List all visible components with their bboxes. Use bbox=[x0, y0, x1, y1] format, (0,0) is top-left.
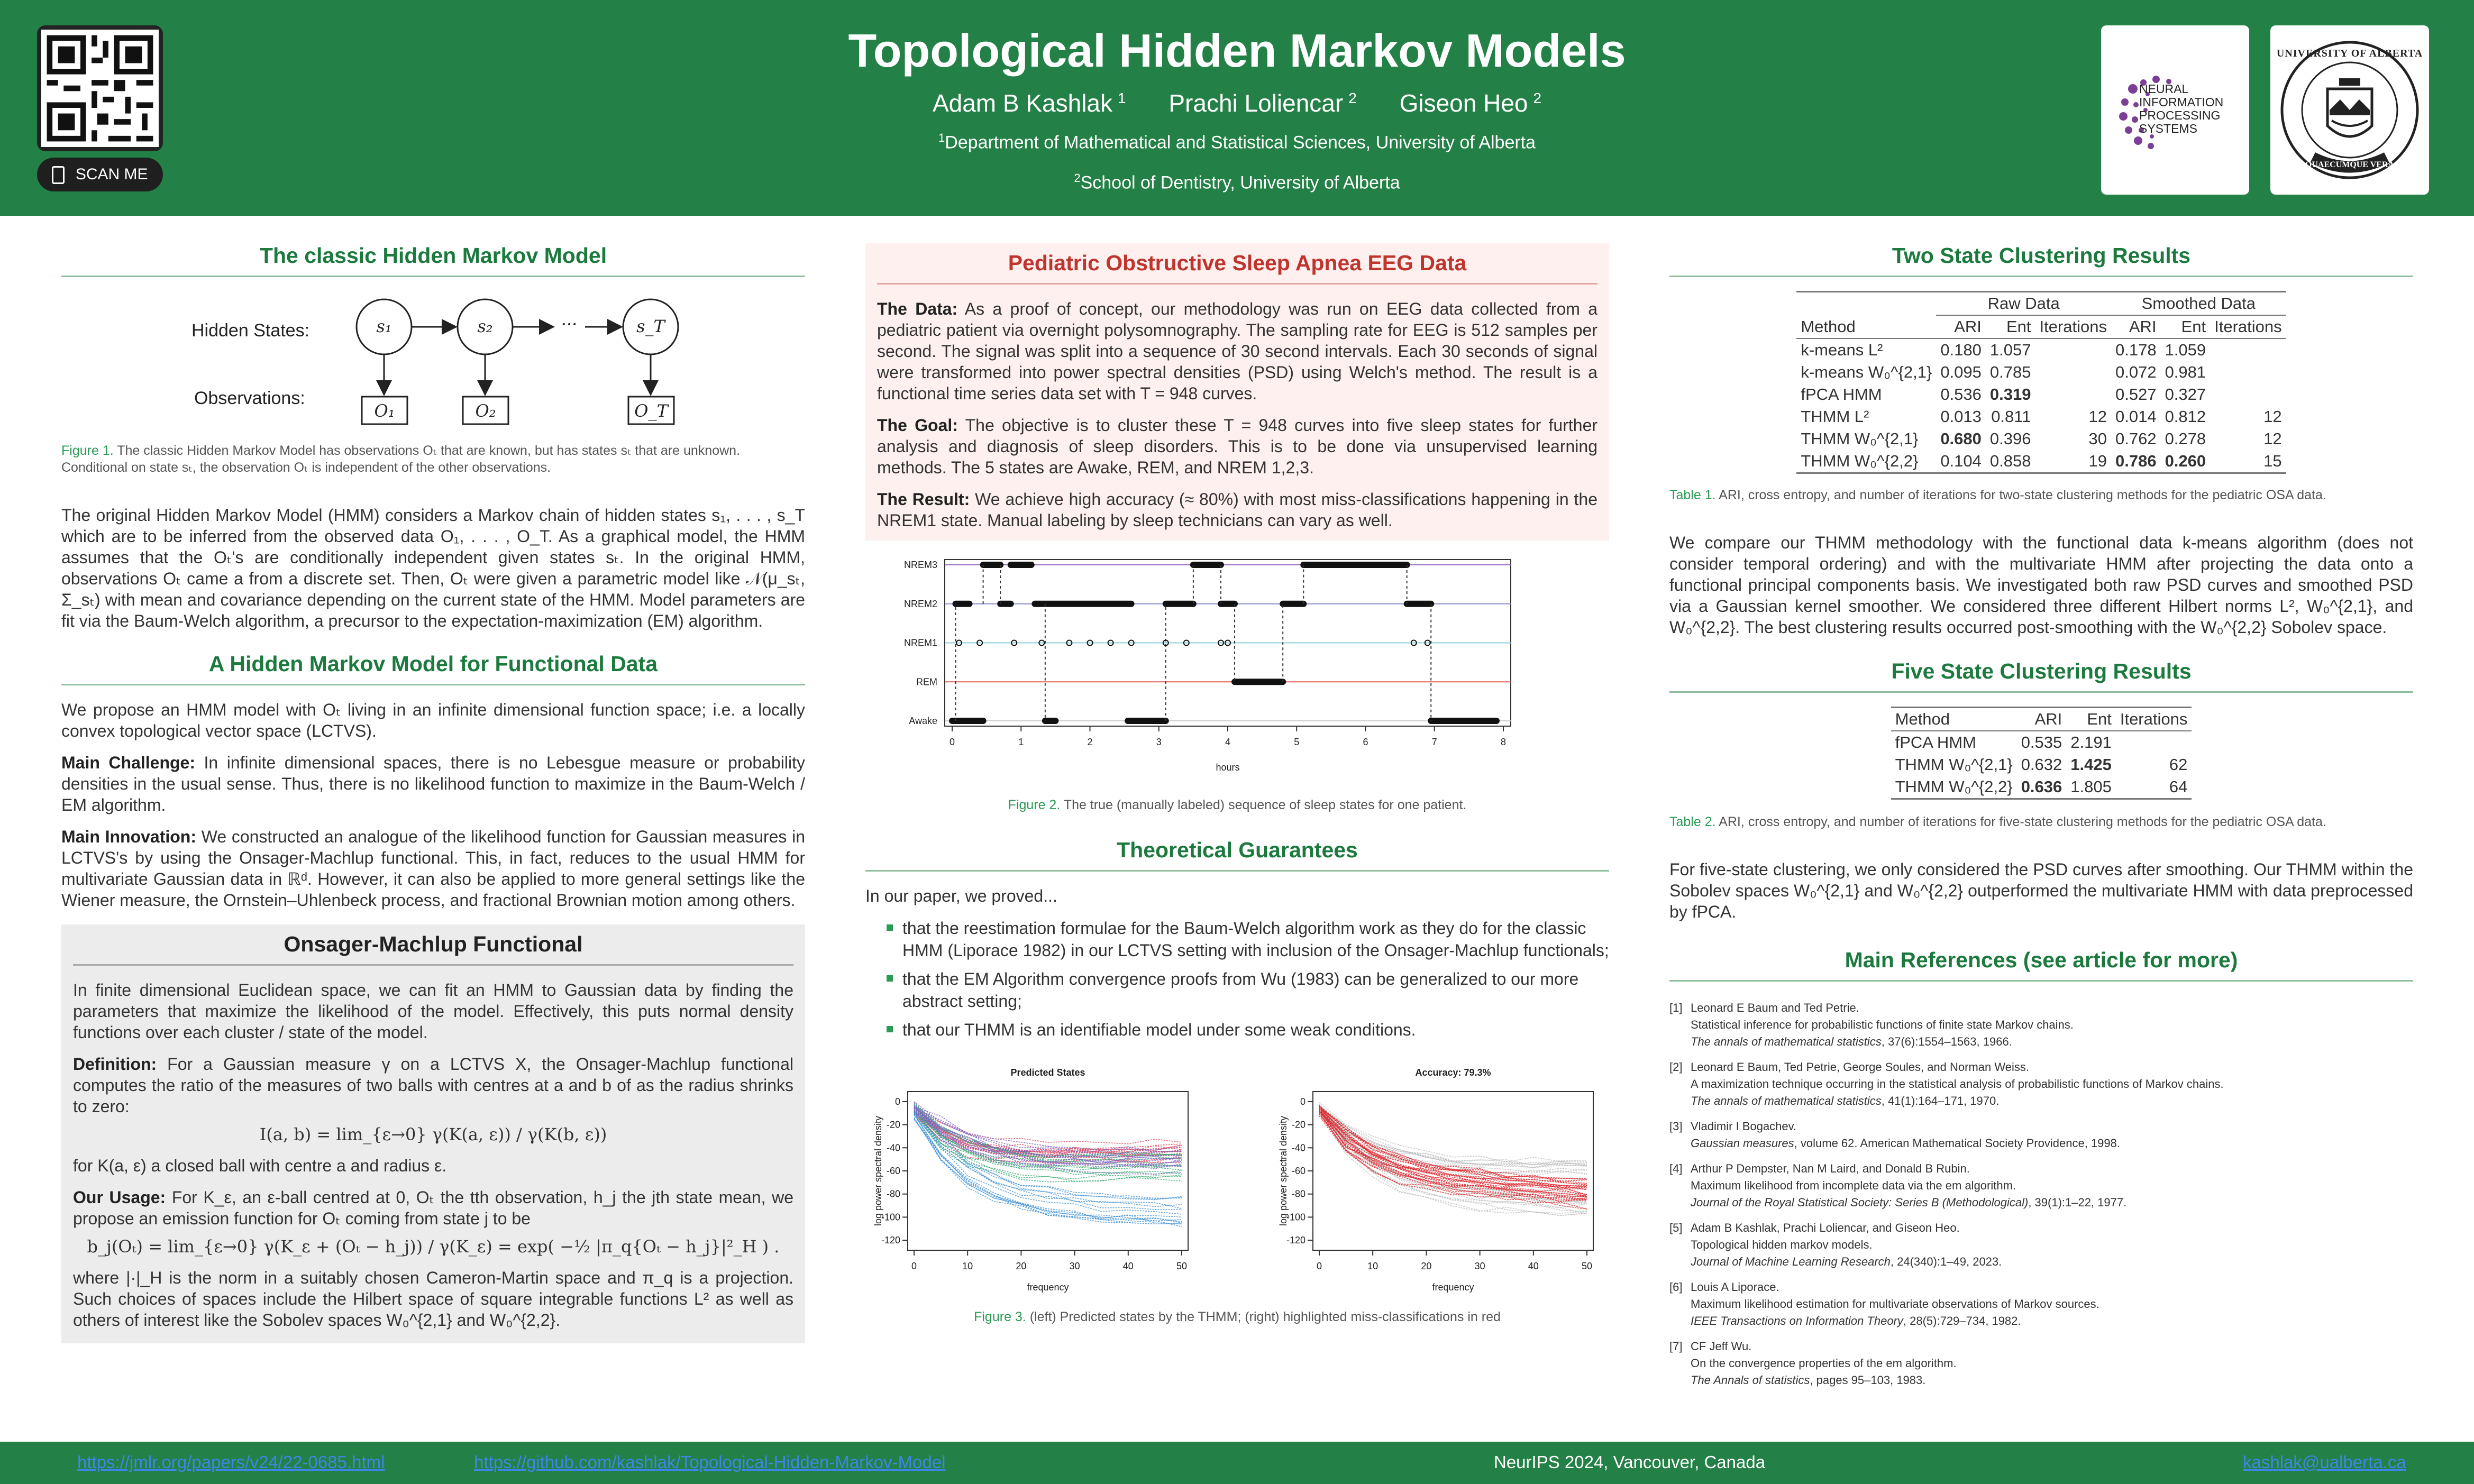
affiliation-1: $^1$Department of Mathematical and Statistical Sciences, University of Alberta bbox=[938, 131, 1536, 153]
ualberta-seal-text: UNIVERSITY OF ALBERTA bbox=[2276, 48, 2423, 59]
main-innovation: Main Innovation: We constructed an analogue of the likelihood function for Gaussian measures in LCTVS's by using the Onsager-Machlup functional. This, in fact, reduces to the usual HMM for multivariate Gaussian data in ℝᵈ. However, it can also be applied to more general settings like the Wiener measure, the Ornstein–Uhlenbeck process, and fractional Brownian motion among others. bbox=[61, 827, 806, 910]
table-cell: THMM W₀^{2,1} bbox=[1895, 755, 2013, 774]
series-line bbox=[914, 1118, 1182, 1224]
raw-data-header: Raw Data bbox=[1936, 292, 2111, 316]
table-header-cell: Ent bbox=[2181, 317, 2206, 336]
table-cell bbox=[2210, 338, 2286, 361]
x-tick-label: 8 bbox=[1500, 737, 1507, 747]
neurips-logo bbox=[2101, 25, 2249, 195]
series-line bbox=[1319, 1106, 1587, 1188]
plot-frame bbox=[908, 1092, 1188, 1250]
table-header-cell: Iterations bbox=[2120, 710, 2188, 728]
reference-details: , 39(1):1–22, 1977. bbox=[2028, 1196, 2127, 1209]
chart-title: Predicted States bbox=[1010, 1067, 1085, 1078]
y-tick-label: 0 bbox=[1300, 1096, 1306, 1107]
series-line bbox=[1319, 1113, 1587, 1200]
table-cell: 1.805 bbox=[2070, 777, 2112, 796]
table-row bbox=[1796, 428, 2286, 450]
y-tick-label: -40 bbox=[886, 1142, 900, 1153]
series-line bbox=[1319, 1105, 1587, 1188]
table-cell: 2.191 bbox=[2070, 733, 2112, 752]
reference-details: , 28(5):729–734, 1982. bbox=[1903, 1314, 2021, 1327]
table-row bbox=[1891, 731, 2192, 754]
reference-number: [2] bbox=[1669, 1060, 1683, 1074]
table-header-cell: Ent bbox=[2087, 710, 2112, 728]
section-title-onsager: Onsager-Machlup Functional bbox=[73, 932, 793, 966]
reference-number: [4] bbox=[1669, 1162, 1683, 1175]
table-header-cell: ARI bbox=[1954, 317, 1982, 336]
two-state-table bbox=[1796, 291, 2286, 474]
table-header-cell: ARI bbox=[2129, 317, 2157, 336]
table-cell: 1.059 bbox=[2165, 341, 2206, 359]
emission-equation: b_j(Oₜ) = lim_{ε→0} γ(K_ε + (Oₜ − h_j)) / γ(K_ε) = exp( −½ |π_q{Oₜ − h_j}|²_H ) . bbox=[87, 1236, 780, 1257]
om-definition: Definition: For a Gaussian measure γ on a LCTVS X, the Onsager-Machlup functional computes the ratio of the measures of two balls with centres at a and b of as the radius shrinks to zero: bbox=[73, 1055, 794, 1116]
psd-figures bbox=[865, 1060, 1609, 1303]
table-cell: 0.536 bbox=[1940, 385, 1982, 404]
table-cell bbox=[2035, 338, 2111, 361]
accuracy-chart bbox=[1271, 1060, 1609, 1303]
sleep-state-chart bbox=[865, 549, 1609, 792]
table-cell: 1.425 bbox=[2070, 755, 2112, 774]
table-cell: 12 bbox=[2263, 429, 2282, 448]
reference-authors: Louis A Liporace. bbox=[1691, 1280, 1779, 1294]
reference-details: , pages 95–103, 1983. bbox=[1810, 1373, 1926, 1387]
figure-2-caption: Figure 2. The true (manually labeled) sequence of sleep states for one patient. bbox=[1008, 798, 1467, 812]
series-line bbox=[914, 1108, 1182, 1151]
table-header-cell: Ent bbox=[2006, 317, 2031, 336]
y-tick-label: -20 bbox=[1291, 1119, 1306, 1130]
affiliation-2: $^2$School of Dentistry, University of Alberta bbox=[1074, 171, 1400, 193]
table-row bbox=[1796, 361, 2286, 383]
table-row bbox=[1891, 754, 2192, 776]
y-tick-label: -60 bbox=[886, 1166, 900, 1176]
x-tick-label: 5 bbox=[1294, 737, 1300, 747]
table-cell: 0.072 bbox=[2115, 363, 2157, 381]
neurips-logo-line: SYSTEMS bbox=[2139, 122, 2197, 135]
definition-equation: I(a, b) = lim_{ε→0} γ(K(a, ε)) / γ(K(b, ε)) bbox=[259, 1124, 607, 1144]
x-tick-label: 6 bbox=[1363, 737, 1368, 747]
table-cell: 0.811 bbox=[1991, 407, 2031, 426]
table-cell: 0.785 bbox=[1989, 363, 2031, 381]
reference-title: Maximum likelihood estimation for multivariate observations of Markov sources. bbox=[1691, 1297, 2099, 1311]
jmlr-link[interactable]: https://jmlr.org/papers/v24/22-0685.html bbox=[77, 1452, 385, 1472]
hmm-graph bbox=[61, 291, 805, 434]
reference-authors: CF Jeff Wu. bbox=[1691, 1340, 1752, 1353]
series-line bbox=[914, 1106, 1182, 1168]
table-header-cell: Method bbox=[1895, 710, 1950, 728]
x-tick-label: 40 bbox=[1528, 1261, 1539, 1271]
y-tick-label: -80 bbox=[886, 1188, 900, 1199]
svg-text:O₁: O₁ bbox=[374, 401, 395, 421]
table-cell: 0.013 bbox=[1940, 407, 1982, 426]
x-tick-label: 20 bbox=[1016, 1261, 1027, 1271]
table-cell: fPCA HMM bbox=[1895, 733, 1976, 752]
table-cell: 12 bbox=[2088, 407, 2107, 426]
x-tick-label: 50 bbox=[1176, 1261, 1188, 1271]
table-cell bbox=[2210, 361, 2286, 383]
reference-journal: Journal of Machine Learning Research bbox=[1691, 1255, 1891, 1268]
x-tick-label: 4 bbox=[1225, 737, 1231, 747]
venue-text: NeurIPS 2024, Vancouver, Canada bbox=[1494, 1452, 1766, 1472]
x-tick-label: 7 bbox=[1431, 737, 1437, 747]
table-cell: THMM L² bbox=[1801, 407, 1869, 426]
y-tick-label: -100 bbox=[1286, 1212, 1306, 1223]
observations-label: Observations: bbox=[194, 388, 305, 408]
table-row bbox=[1796, 406, 2286, 428]
table-cell: THMM W₀^{2,1} bbox=[1801, 429, 1919, 448]
table-header-cell: Iterations bbox=[2039, 317, 2107, 336]
table-2-caption: Table 2. ARI, cross entropy, and number of iterations for five-state clustering methods for the pediatric OSA data. bbox=[1669, 814, 2326, 829]
reference-authors: Vladimir I Bogachev. bbox=[1691, 1120, 1797, 1133]
reference-journal: The Annals of statistics bbox=[1691, 1373, 1810, 1387]
x-tick-label: 2 bbox=[1087, 737, 1093, 747]
reference-title: Topological hidden markov models. bbox=[1691, 1238, 1873, 1251]
series-line bbox=[914, 1107, 1182, 1151]
x-tick-label: 10 bbox=[962, 1261, 973, 1271]
y-tick-label: -120 bbox=[1286, 1235, 1306, 1246]
footer bbox=[0, 1442, 2474, 1484]
five-state-paragraph: For five-state clustering, we only considered the PSD curves after smoothing. Our THMM within the Sobolev spaces W₀^{2,1} and W₀^{2,2} outperformed the multivariate HMM with data preprocessed by fPCA. bbox=[1669, 860, 2413, 921]
y-tick-label: -60 bbox=[1291, 1166, 1306, 1176]
table-cell: 0.786 bbox=[2115, 452, 2157, 470]
reference-journal: IEEE Transactions on Information Theory bbox=[1691, 1314, 1903, 1327]
table-cell: 0.858 bbox=[1989, 452, 2031, 470]
chart-title: Accuracy: 79.3% bbox=[1415, 1067, 1491, 1078]
svg-text:s₁: s₁ bbox=[376, 316, 392, 336]
hmm-diagram bbox=[61, 291, 805, 434]
poster-title: Topological Hidden Markov Models bbox=[848, 24, 1626, 77]
table-cell bbox=[2116, 731, 2192, 754]
y-tick-label: 0 bbox=[894, 1096, 900, 1107]
table-cell: 0.527 bbox=[2115, 385, 2157, 404]
y-tick-label: Awake bbox=[909, 716, 937, 726]
table-cell: 0.812 bbox=[2165, 407, 2206, 426]
usage-after: where |·|_H is the norm in a suitably chosen Cameron-Martin space and π_q is a projection. Such choices of spaces include the Hilbert space of square integrable functions L² as well as others of interest like the Sobolev spaces W₀^{2,1} and W₀^{2,2}. bbox=[73, 1268, 793, 1330]
header bbox=[0, 0, 2474, 216]
column-middle bbox=[865, 243, 1609, 1325]
series-line bbox=[1319, 1106, 1587, 1165]
table-cell: 0.178 bbox=[2115, 341, 2157, 359]
column-right bbox=[1669, 243, 2413, 1397]
column-left bbox=[61, 243, 805, 1343]
svg-text:s_T: s_T bbox=[636, 316, 665, 336]
series-line bbox=[1319, 1105, 1587, 1166]
author-2: Prachi Loliencar $^2$ bbox=[1168, 89, 1357, 117]
svg-text:···: ··· bbox=[561, 314, 578, 334]
reference-number: [5] bbox=[1669, 1221, 1683, 1234]
onsager-machlup-box bbox=[61, 924, 805, 1343]
reference-authors: Leonard E Baum and Ted Petrie. bbox=[1691, 1001, 1859, 1014]
section-title-theory: Theoretical Guarantees bbox=[865, 838, 1609, 872]
reference-item bbox=[1669, 1338, 2413, 1389]
svg-text:O₂: O₂ bbox=[475, 401, 496, 421]
neurips-logo-line: PROCESSING bbox=[2139, 108, 2221, 122]
table-cell: 0.535 bbox=[2021, 733, 2062, 752]
reference-authors: Arthur P Dempster, Nan M Laird, and Donald B Rubin. bbox=[1691, 1162, 1970, 1175]
predicted-states-chart bbox=[865, 1060, 1204, 1303]
table-cell bbox=[2210, 383, 2286, 406]
scan-me-label: SCAN ME bbox=[75, 166, 148, 183]
x-tick-label: 30 bbox=[1474, 1261, 1485, 1271]
table-cell: fPCA HMM bbox=[1801, 385, 1882, 404]
eeg-data: The Data: As a proof of concept, our methodology was run on EEG data collected from a pediatric patient via overnight polysomnography. The sampling rate for EEG is 512 samples per second. The signal was split into a sequence of 30 second intervals. Each 30 seconds of signal were transformed into power spectral densities (PSD) using Welch's method. The result is a functional time series data set with T = 948 curves. bbox=[877, 299, 1598, 403]
series-line bbox=[1319, 1106, 1587, 1165]
neurips-logo-line: INFORMATION bbox=[2139, 95, 2224, 109]
table-cell: 15 bbox=[2263, 452, 2282, 470]
eeg-box bbox=[865, 243, 1609, 541]
x-tick-label: 0 bbox=[911, 1261, 917, 1271]
list-item: that our THMM is an identifiable model under some weak conditions. bbox=[887, 1019, 1609, 1041]
x-tick-label: 0 bbox=[1316, 1261, 1322, 1271]
section-title-five-state: Five State Clustering Results bbox=[1669, 659, 2413, 693]
functional-paragraph: We propose an HMM model with Oₜ living in an infinite dimensional function space; i.e. a locally convex topological vector space (LCTVS). bbox=[61, 700, 805, 740]
table-header-cell: Iterations bbox=[2214, 317, 2282, 336]
table-cell: 0.319 bbox=[1989, 385, 2031, 404]
table-cell: 0.396 bbox=[1989, 429, 2031, 448]
hidden-states-label: Hidden States: bbox=[191, 320, 310, 341]
section-title-two-state: Two State Clustering Results bbox=[1669, 243, 2413, 277]
reference-details: , 41(1):164–171, 1970. bbox=[1881, 1094, 2000, 1107]
author-3: Giseon Heo $^2$ bbox=[1399, 89, 1542, 117]
github-link[interactable]: https://github.com/kashlak/Topological-Hidden-Markov-Model bbox=[474, 1452, 946, 1472]
table-cell: 0.981 bbox=[2165, 363, 2206, 381]
reference-number: [7] bbox=[1669, 1340, 1683, 1353]
table-cell: 0.180 bbox=[1940, 341, 1982, 359]
reference-item bbox=[1669, 1059, 2413, 1110]
y-tick-label: REM bbox=[916, 676, 937, 688]
table-cell: 0.636 bbox=[2021, 777, 2062, 796]
y-tick-label: NREM2 bbox=[903, 598, 937, 609]
table-cell: 0.260 bbox=[2165, 452, 2206, 470]
author-1: Adam B Kashlak $^1$ bbox=[932, 89, 1126, 117]
table-header-cell: ARI bbox=[2034, 710, 2062, 728]
reference-item bbox=[1669, 1118, 2413, 1152]
svg-text:s₂: s₂ bbox=[477, 316, 493, 336]
main-challenge: Main Challenge: In infinite dimensional spaces, there is no Lebesgue measure or probability densities in the usual sense. Thus, there is no likelihood function to maximize in the Baum-Welch / EM algorithm. bbox=[61, 753, 806, 814]
list-item: that the reestimation formulae for the Baum-Welch algorithm work as they do for the classic HMM (Liporace 1982) in our LCTVS setting with inclusion of the Onsager-Machlup functionals; bbox=[887, 917, 1609, 961]
table-row bbox=[1796, 383, 2286, 406]
email-link[interactable]: kashlak@ualberta.ca bbox=[2243, 1452, 2406, 1472]
reference-authors: Adam B Kashlak, Prachi Loliencar, and Giseon Heo. bbox=[1691, 1221, 1960, 1234]
x-axis-label: hours bbox=[1216, 762, 1240, 773]
table-cell: 30 bbox=[2088, 429, 2107, 448]
ualberta-logo bbox=[2270, 25, 2429, 195]
table-row bbox=[1891, 776, 2192, 799]
our-usage: Our Usage: For K_ε, an ε-ball centred at 0, Oₜ the tth observation, h_j the jth state mean, we propose an emission function for Oₜ coming from state j to be bbox=[73, 1188, 794, 1228]
reference-item bbox=[1669, 1220, 2413, 1270]
table-cell: 62 bbox=[2169, 755, 2188, 774]
table-cell: 0.680 bbox=[1940, 429, 1982, 448]
theory-intro: In our paper, we proved... bbox=[865, 886, 1057, 905]
theory-list bbox=[887, 917, 1609, 1041]
x-tick-label: 10 bbox=[1367, 1261, 1378, 1271]
figure-3-caption: Figure 3. (left) Predicted states by the THMM; (right) highlighted miss-classifications in red bbox=[974, 1309, 1501, 1324]
y-tick-label: NREM1 bbox=[903, 637, 937, 648]
table-cell: k-means L² bbox=[1801, 341, 1883, 359]
table-row bbox=[1796, 338, 2286, 361]
reference-number: [6] bbox=[1669, 1280, 1683, 1294]
table-cell bbox=[2035, 361, 2111, 383]
table-header-cell: Method bbox=[1801, 317, 1856, 336]
reference-item bbox=[1669, 1279, 2413, 1330]
reference-details: , 37(6):1554–1563, 1966. bbox=[1881, 1035, 2012, 1048]
hmm-paragraph: The original Hidden Markov Model (HMM) considers a Markov chain of hidden states s₁, . . . , s_T which are to be inferred from the observed data O₁, . . . , O_T. As a graphical model, the HMM assumes that the Oₜ's are conditionally independent given states sₜ. In the original HMM, observations Oₜ came a from a discrete set. Then, Oₜ were given a parametric model like 𝒩(μ_sₜ, Σ_sₜ) with mean and covariance depending on the current state of the HMM. Model parameters are fit via the Baum-Welch algorithm, a precursor to the expectation-maximization (EM) algorithm. bbox=[61, 506, 805, 630]
reference-list bbox=[1669, 1000, 2413, 1389]
table-cell: 0.327 bbox=[2165, 385, 2206, 404]
two-state-paragraph: We compare our THMM methodology with the functional data k-means algorithm (does not consider temporal ordering) and with the multivariate HMM after projecting the data onto a functional principal components basis. We investigated both raw PSD curves and smoothed PSD via a Gaussian kernel smoother. We considered three different Hilbert norms L², W₀^{2,1}, and W₀^{2,2}. The best clustering results occurred post-smoothing with the W₀^{2,2} Sobolev space. bbox=[1669, 533, 2413, 637]
series-line bbox=[914, 1111, 1182, 1168]
table-cell: 19 bbox=[2088, 452, 2107, 470]
section-title-eeg: Pediatric Obstructive Sleep Apnea EEG Data bbox=[877, 251, 1597, 285]
x-tick-label: 0 bbox=[949, 737, 955, 747]
table-cell: 0.104 bbox=[1940, 452, 1982, 470]
x-axis-label: frequency bbox=[1432, 1282, 1474, 1293]
x-tick-label: 1 bbox=[1018, 737, 1024, 747]
reference-journal: The annals of mathematical statistics bbox=[1691, 1094, 1882, 1107]
table-cell: 0.095 bbox=[1940, 363, 1982, 381]
section-title-references: Main References (see article for more) bbox=[1669, 948, 2413, 982]
table-cell: 12 bbox=[2263, 407, 2282, 426]
neurips-logo-line: NEURAL bbox=[2139, 82, 2189, 96]
reference-title: Statistical inference for probabilistic functions of finite state Markov chains. bbox=[1691, 1018, 2074, 1031]
reference-number: [3] bbox=[1669, 1120, 1683, 1133]
reference-item bbox=[1669, 1160, 2413, 1211]
table-1-caption: Table 1. ARI, cross entropy, and number of iterations for two-state clustering methods for the pediatric OSA data. bbox=[1669, 488, 2326, 502]
table-cell: 64 bbox=[2169, 777, 2188, 796]
reference-details: , volume 62. American Mathematical Society Providence, 1998. bbox=[1794, 1137, 2120, 1150]
ualberta-motto: QUAECUMQUE VERA bbox=[2305, 160, 2395, 169]
five-state-table bbox=[1891, 707, 2192, 800]
y-tick-label: -100 bbox=[881, 1212, 900, 1223]
x-axis-label: frequency bbox=[1027, 1282, 1069, 1293]
figure-1-caption: Figure 1. The classic Hidden Markov Model has observations Oₜ that are known, but has states sₜ that are unknown. Conditional on state sₜ, the observation Oₜ is independent of the other observations. bbox=[61, 443, 741, 475]
list-item: that the EM Algorithm convergence proofs from Wu (1983) can be generalized to our more abstract setting; bbox=[887, 968, 1609, 1012]
reference-item bbox=[1669, 1000, 2413, 1050]
x-tick-label: 3 bbox=[1156, 737, 1162, 747]
y-tick-label: -80 bbox=[1291, 1188, 1306, 1199]
table-cell: 1.057 bbox=[1989, 341, 2031, 359]
table-cell: 0.632 bbox=[2021, 755, 2062, 774]
reference-title: A maximization technique occurring in the statistical analysis of probabilistic functions of Markov chains. bbox=[1691, 1077, 2224, 1091]
x-tick-label: 30 bbox=[1069, 1261, 1080, 1271]
x-tick-label: 20 bbox=[1421, 1261, 1432, 1271]
section-title-functional: A Hidden Markov Model for Functional Data bbox=[61, 652, 805, 685]
x-tick-label: 50 bbox=[1581, 1261, 1593, 1271]
y-tick-label: -20 bbox=[886, 1119, 900, 1130]
table-cell: 0.014 bbox=[2115, 407, 2157, 426]
y-axis-label: log power spectral density bbox=[1278, 1115, 1289, 1226]
table-cell bbox=[2035, 383, 2111, 406]
reference-title: Maximum likelihood from incomplete data via the em algorithm. bbox=[1691, 1179, 2016, 1192]
eeg-result: The Result: We achieve high accuracy (≈ 80%) with most miss-classifications happening in the NREM1 state. Manual labeling by sleep technicians can vary as well. bbox=[877, 490, 1598, 530]
table-row bbox=[1796, 450, 2286, 473]
table-cell: 0.762 bbox=[2115, 429, 2157, 448]
reference-journal: The annals of mathematical statistics bbox=[1691, 1035, 1882, 1048]
definition-after: for K(a, ε) a closed ball with centre a and radius ε. bbox=[73, 1156, 447, 1175]
table-cell: THMM W₀^{2,2} bbox=[1801, 452, 1919, 470]
y-tick-label: -120 bbox=[881, 1235, 900, 1246]
reference-journal: Journal of the Royal Statistical Society: Series B (Methodological) bbox=[1691, 1196, 2029, 1209]
reference-authors: Leonard E Baum, Ted Petrie, George Soules, and Norman Weiss. bbox=[1691, 1060, 2029, 1074]
smoothed-data-header: Smoothed Data bbox=[2111, 292, 2286, 316]
table-cell: k-means W₀^{2,1} bbox=[1801, 363, 1932, 381]
reference-journal: Gaussian measures bbox=[1691, 1137, 1794, 1150]
reference-details: , 24(340):1–49, 2023. bbox=[1890, 1255, 2002, 1268]
table-cell: 0.278 bbox=[2165, 429, 2206, 448]
x-tick-label: 40 bbox=[1122, 1261, 1134, 1271]
svg-text:O_T: O_T bbox=[634, 401, 668, 421]
eeg-goal: The Goal: The objective is to cluster these T = 948 curves into five sleep states for further analysis and diagnosis of sleep disorders. This is to be done via unsupervised learning methods. The 5 states are Awake, REM, and NREM 1,2,3. bbox=[877, 416, 1598, 477]
series-line bbox=[1319, 1109, 1587, 1185]
reference-title: On the convergence properties of the em algorithm. bbox=[1691, 1357, 1957, 1370]
table-cell: THMM W₀^{2,2} bbox=[1895, 777, 2013, 796]
y-tick-label: NREM3 bbox=[903, 560, 937, 570]
y-tick-label: -40 bbox=[1291, 1142, 1306, 1153]
series-line bbox=[1319, 1106, 1587, 1179]
section-title-hmm: The classic Hidden Markov Model bbox=[61, 243, 805, 277]
reference-number: [1] bbox=[1669, 1001, 1683, 1014]
om-paragraph: In finite dimensional Euclidean space, we can fit an HMM to Gaussian data by finding the parameters that maximize the likelihood of the model. Effectively, this puts normal density functions over each cluster / state of the model. bbox=[73, 981, 793, 1042]
y-axis-label: log power spectral density bbox=[873, 1115, 883, 1226]
